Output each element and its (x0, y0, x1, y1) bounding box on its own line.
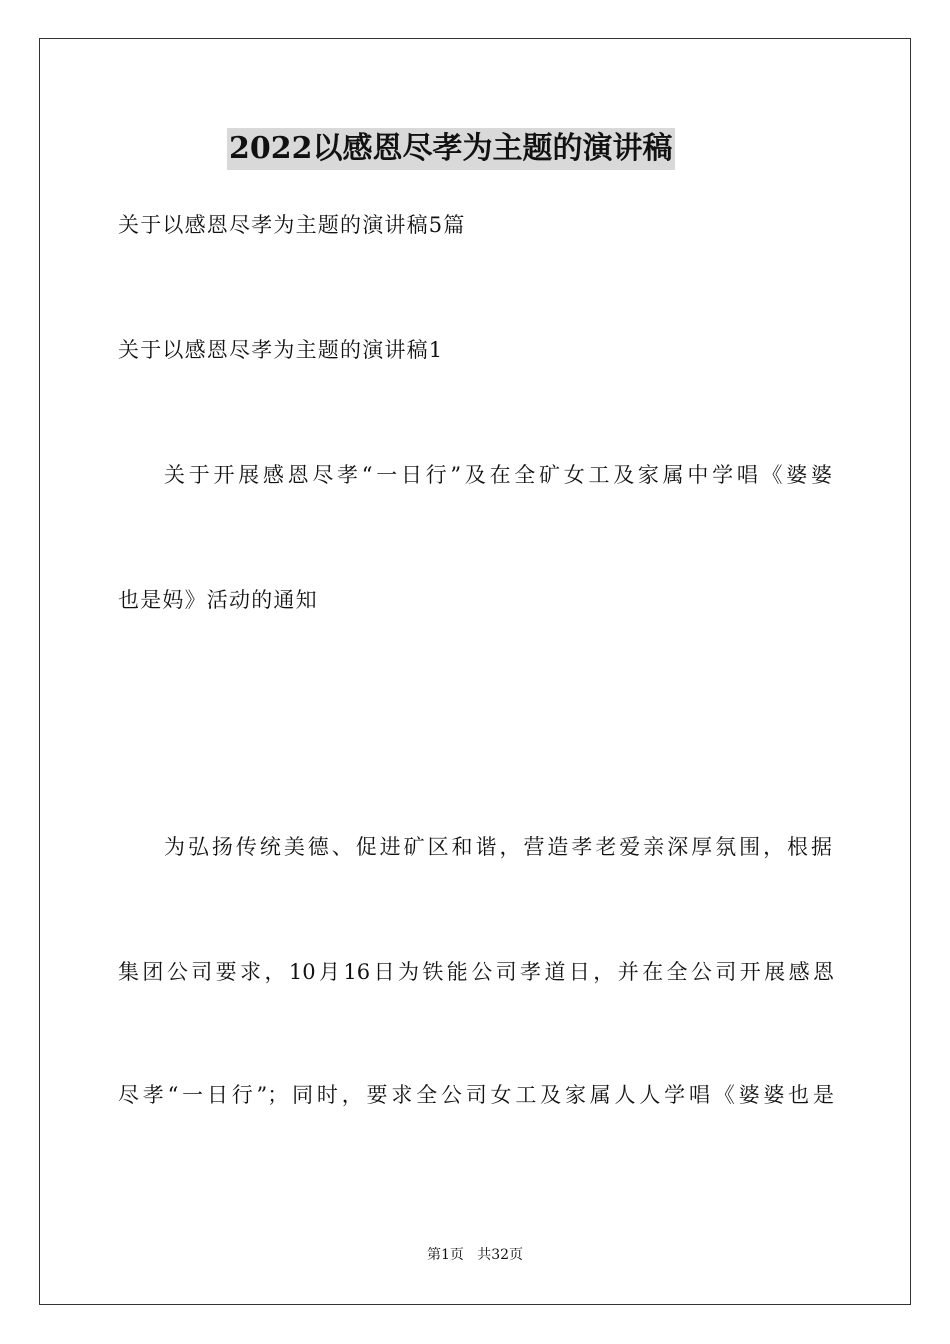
paragraph-line: 关于开展感恩尽孝“一日行”及在全矿女工及家属中学唱《婆婆 (164, 463, 832, 487)
paragraph-line: 为弘扬传统美德、促进矿区和谐，营造孝老爱亲深厚氛围，根据 (164, 835, 832, 859)
paragraph-line: 尽孝“一日行”；同时，要求全公司女工及家属人人学唱《婆婆也是 (118, 1083, 834, 1107)
paragraph-line: 集团公司要求，10月16日为铁能公司孝道日，并在全公司开展感恩 (118, 960, 834, 984)
subtitle-line: 关于以感恩尽孝为主题的演讲稿5篇 (118, 213, 466, 237)
page-footer: 第1页 共32页 (426, 1247, 524, 1263)
document-title: 2022以感恩尽孝为主题的演讲稿 (227, 128, 675, 170)
paragraph-line: 也是妈》活动的通知 (118, 588, 318, 612)
section-heading: 关于以感恩尽孝为主题的演讲稿1 (118, 338, 444, 362)
